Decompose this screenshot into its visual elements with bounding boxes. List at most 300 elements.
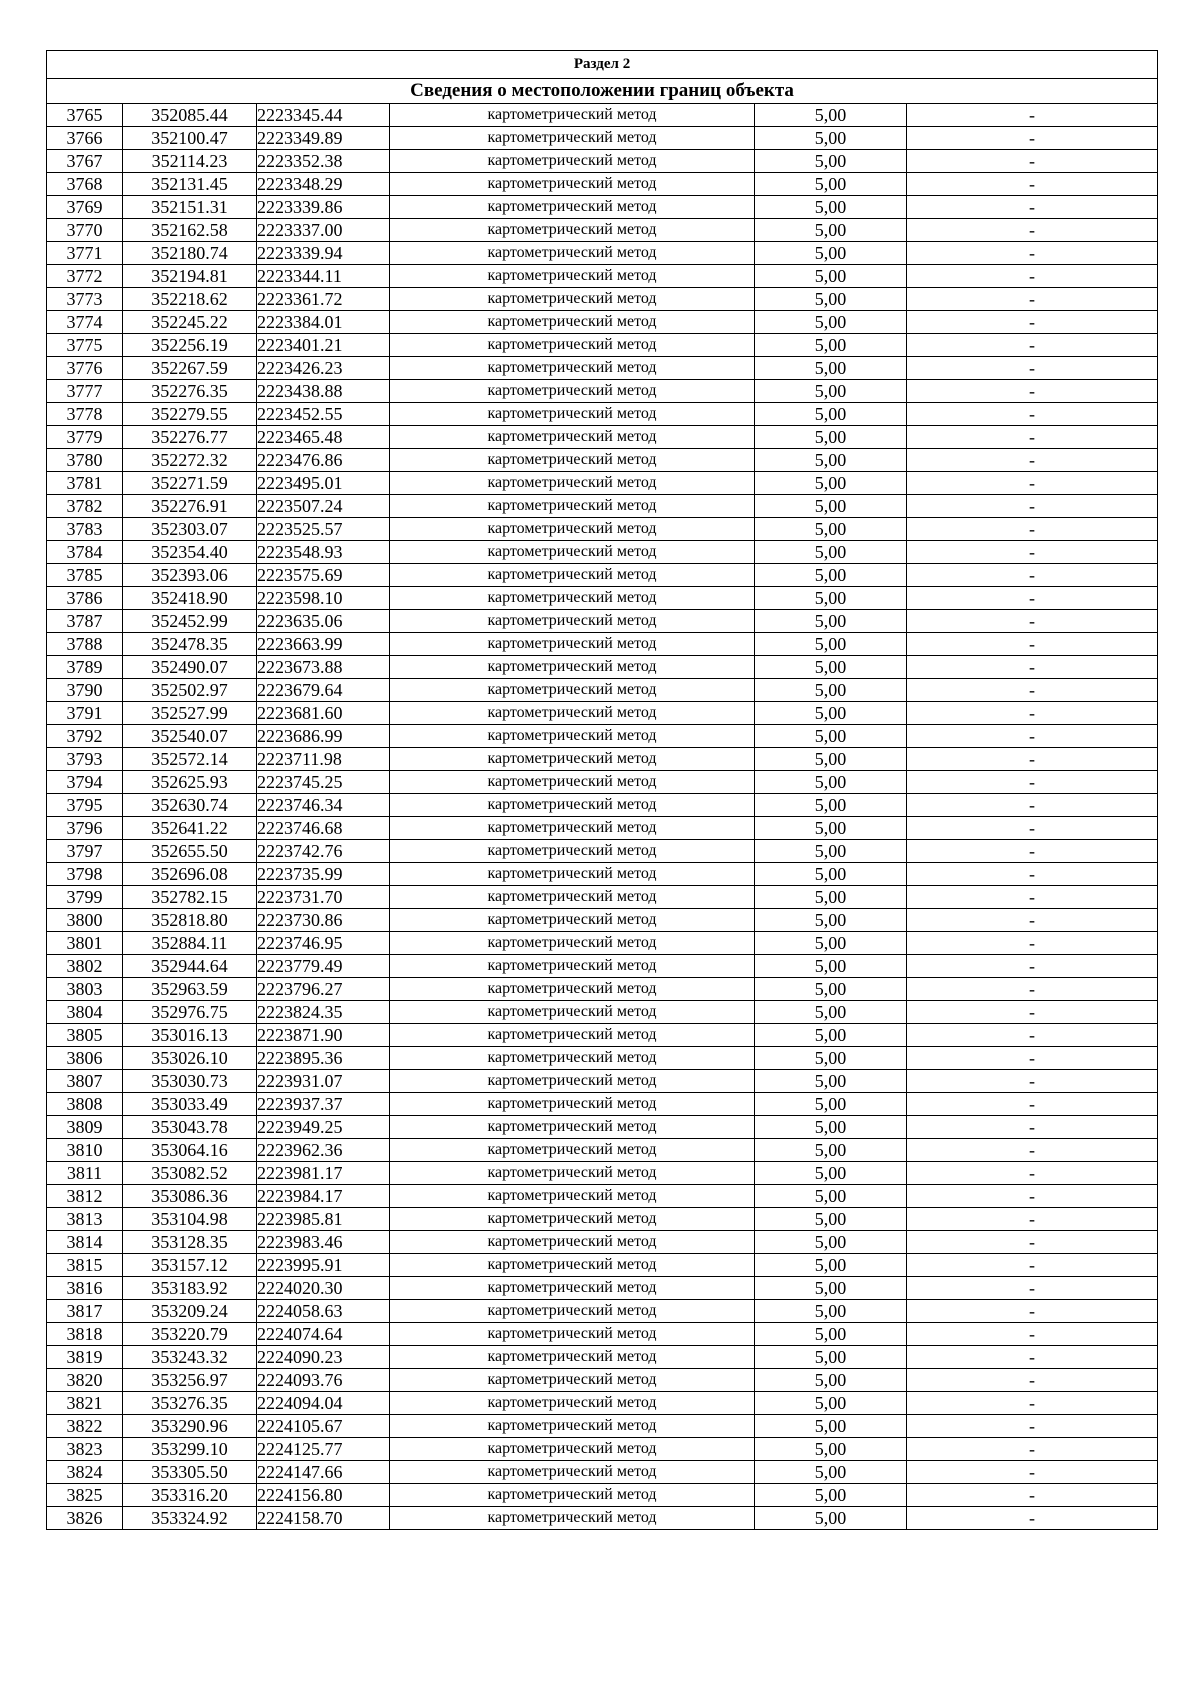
determination-method: картометрический метод (390, 886, 755, 909)
accuracy-value: 5,00 (755, 1185, 907, 1208)
accuracy-value: 5,00 (755, 1323, 907, 1346)
coordinate-y: 2223742.76 (257, 840, 390, 863)
coordinate-x: 352131.45 (123, 173, 257, 196)
accuracy-value: 5,00 (755, 955, 907, 978)
determination-method: картометрический метод (390, 633, 755, 656)
determination-method: картометрический метод (390, 1070, 755, 1093)
coordinate-y: 2223711.98 (257, 748, 390, 771)
description-dash: - (907, 357, 1158, 380)
coordinate-x: 352245.22 (123, 311, 257, 334)
description-dash: - (907, 311, 1158, 334)
determination-method: картометрический метод (390, 1277, 755, 1300)
table-row (47, 794, 1158, 817)
table-row (47, 1116, 1158, 1139)
point-number: 3812 (47, 1185, 123, 1208)
coordinate-y: 2224158.70 (257, 1507, 390, 1530)
determination-method: картометрический метод (390, 1484, 755, 1507)
table-row (47, 380, 1158, 403)
coordinate-x: 353043.78 (123, 1116, 257, 1139)
table-row (47, 886, 1158, 909)
point-number: 3801 (47, 932, 123, 955)
determination-method: картометрический метод (390, 1185, 755, 1208)
table-row (47, 1369, 1158, 1392)
determination-method: картометрический метод (390, 1093, 755, 1116)
section-title: Раздел 2 (47, 51, 1158, 79)
boundary-coordinates-table (46, 50, 1158, 1530)
accuracy-value: 5,00 (755, 1461, 907, 1484)
coordinate-y: 2223339.94 (257, 242, 390, 265)
accuracy-value: 5,00 (755, 518, 907, 541)
description-dash: - (907, 150, 1158, 173)
accuracy-value: 5,00 (755, 1254, 907, 1277)
table-row (47, 1001, 1158, 1024)
coordinate-x: 352625.93 (123, 771, 257, 794)
coordinate-x: 352572.14 (123, 748, 257, 771)
description-dash: - (907, 610, 1158, 633)
table-row (47, 1254, 1158, 1277)
coordinate-y: 2223746.95 (257, 932, 390, 955)
table-row (47, 472, 1158, 495)
coordinate-y: 2223635.06 (257, 610, 390, 633)
table-row (47, 357, 1158, 380)
coordinate-x: 352884.11 (123, 932, 257, 955)
point-number: 3792 (47, 725, 123, 748)
point-number: 3805 (47, 1024, 123, 1047)
table-row (47, 817, 1158, 840)
coordinate-x: 352630.74 (123, 794, 257, 817)
coordinate-y: 2223995.91 (257, 1254, 390, 1277)
coordinate-y: 2224094.04 (257, 1392, 390, 1415)
accuracy-value: 5,00 (755, 127, 907, 150)
accuracy-value: 5,00 (755, 1116, 907, 1139)
description-dash: - (907, 1323, 1158, 1346)
point-number: 3802 (47, 955, 123, 978)
table-row (47, 104, 1158, 127)
coordinate-y: 2223344.11 (257, 265, 390, 288)
accuracy-value: 5,00 (755, 1369, 907, 1392)
point-number: 3825 (47, 1484, 123, 1507)
determination-method: картометрический метод (390, 173, 755, 196)
coordinate-x: 353082.52 (123, 1162, 257, 1185)
determination-method: картометрический метод (390, 495, 755, 518)
description-dash: - (907, 1231, 1158, 1254)
description-dash: - (907, 173, 1158, 196)
description-dash: - (907, 1346, 1158, 1369)
coordinate-x: 352452.99 (123, 610, 257, 633)
table-row (47, 909, 1158, 932)
table-row (47, 265, 1158, 288)
point-number: 3788 (47, 633, 123, 656)
accuracy-value: 5,00 (755, 587, 907, 610)
description-dash: - (907, 426, 1158, 449)
determination-method: картометрический метод (390, 702, 755, 725)
description-dash: - (907, 449, 1158, 472)
determination-method: картометрический метод (390, 449, 755, 472)
coordinate-y: 2223525.57 (257, 518, 390, 541)
point-number: 3772 (47, 265, 123, 288)
description-dash: - (907, 1093, 1158, 1116)
table-row (47, 1392, 1158, 1415)
description-dash: - (907, 863, 1158, 886)
point-number: 3819 (47, 1346, 123, 1369)
coordinate-x: 353016.13 (123, 1024, 257, 1047)
table-row (47, 656, 1158, 679)
coordinate-x: 352114.23 (123, 150, 257, 173)
determination-method: картометрический метод (390, 334, 755, 357)
coordinate-y: 2223438.88 (257, 380, 390, 403)
point-number: 3816 (47, 1277, 123, 1300)
table-row (47, 633, 1158, 656)
description-dash: - (907, 1047, 1158, 1070)
table-row (47, 1208, 1158, 1231)
accuracy-value: 5,00 (755, 426, 907, 449)
table-row (47, 288, 1158, 311)
accuracy-value: 5,00 (755, 1070, 907, 1093)
coordinate-x: 353086.36 (123, 1185, 257, 1208)
point-number: 3770 (47, 219, 123, 242)
determination-method: картометрический метод (390, 978, 755, 1001)
determination-method: картометрический метод (390, 196, 755, 219)
coordinate-x: 353128.35 (123, 1231, 257, 1254)
coordinate-x: 352267.59 (123, 357, 257, 380)
accuracy-value: 5,00 (755, 932, 907, 955)
determination-method: картометрический метод (390, 518, 755, 541)
coordinate-y: 2224020.30 (257, 1277, 390, 1300)
determination-method: картометрический метод (390, 656, 755, 679)
point-number: 3773 (47, 288, 123, 311)
determination-method: картометрический метод (390, 104, 755, 127)
accuracy-value: 5,00 (755, 725, 907, 748)
determination-method: картометрический метод (390, 1346, 755, 1369)
table-row (47, 1070, 1158, 1093)
coordinate-x: 353064.16 (123, 1139, 257, 1162)
table-row (47, 564, 1158, 587)
description-dash: - (907, 702, 1158, 725)
coordinate-y: 2223548.93 (257, 541, 390, 564)
accuracy-value: 5,00 (755, 495, 907, 518)
table-row (47, 518, 1158, 541)
description-dash: - (907, 380, 1158, 403)
table-row (47, 334, 1158, 357)
description-dash: - (907, 1208, 1158, 1231)
table-row (47, 978, 1158, 1001)
coordinate-x: 353316.20 (123, 1484, 257, 1507)
description-dash: - (907, 794, 1158, 817)
description-dash: - (907, 955, 1158, 978)
description-dash: - (907, 1116, 1158, 1139)
coordinate-x: 352272.32 (123, 449, 257, 472)
description-dash: - (907, 104, 1158, 127)
table-row (47, 1507, 1158, 1530)
determination-method: картометрический метод (390, 1415, 755, 1438)
determination-method: картометрический метод (390, 1507, 755, 1530)
point-number: 3775 (47, 334, 123, 357)
determination-method: картометрический метод (390, 127, 755, 150)
point-number: 3782 (47, 495, 123, 518)
determination-method: картометрический метод (390, 955, 755, 978)
coordinate-x: 352641.22 (123, 817, 257, 840)
coordinate-y: 2223507.24 (257, 495, 390, 518)
table-row (47, 932, 1158, 955)
table-row (47, 1438, 1158, 1461)
point-number: 3818 (47, 1323, 123, 1346)
accuracy-value: 5,00 (755, 403, 907, 426)
coordinate-y: 2224156.80 (257, 1484, 390, 1507)
coordinate-x: 352276.35 (123, 380, 257, 403)
accuracy-value: 5,00 (755, 794, 907, 817)
description-dash: - (907, 932, 1158, 955)
accuracy-value: 5,00 (755, 1346, 907, 1369)
description-dash: - (907, 219, 1158, 242)
coordinate-y: 2223673.88 (257, 656, 390, 679)
coordinate-y: 2223401.21 (257, 334, 390, 357)
accuracy-value: 5,00 (755, 1300, 907, 1323)
coordinate-x: 352218.62 (123, 288, 257, 311)
point-number: 3786 (47, 587, 123, 610)
coordinate-x: 352393.06 (123, 564, 257, 587)
point-number: 3769 (47, 196, 123, 219)
description-dash: - (907, 817, 1158, 840)
coordinate-y: 2223746.34 (257, 794, 390, 817)
coordinate-y: 2223779.49 (257, 955, 390, 978)
determination-method: картометрический метод (390, 242, 755, 265)
table-row (47, 1346, 1158, 1369)
determination-method: картометрический метод (390, 748, 755, 771)
point-number: 3787 (47, 610, 123, 633)
description-dash: - (907, 1415, 1158, 1438)
coordinate-y: 2224090.23 (257, 1346, 390, 1369)
coordinate-y: 2223663.99 (257, 633, 390, 656)
coordinate-x: 352540.07 (123, 725, 257, 748)
description-dash: - (907, 886, 1158, 909)
coordinate-y: 2224074.64 (257, 1323, 390, 1346)
coordinate-y: 2223824.35 (257, 1001, 390, 1024)
description-dash: - (907, 1484, 1158, 1507)
point-number: 3811 (47, 1162, 123, 1185)
determination-method: картометрический метод (390, 380, 755, 403)
description-dash: - (907, 1277, 1158, 1300)
coordinate-x: 352276.91 (123, 495, 257, 518)
description-dash: - (907, 541, 1158, 564)
point-number: 3785 (47, 564, 123, 587)
point-number: 3777 (47, 380, 123, 403)
description-dash: - (907, 1024, 1158, 1047)
table-row (47, 702, 1158, 725)
coordinate-y: 2223731.70 (257, 886, 390, 909)
table-row (47, 1162, 1158, 1185)
coordinate-y: 2223931.07 (257, 1070, 390, 1093)
table-row (47, 403, 1158, 426)
determination-method: картометрический метод (390, 1369, 755, 1392)
table-row (47, 426, 1158, 449)
point-number: 3765 (47, 104, 123, 127)
point-number: 3779 (47, 426, 123, 449)
point-number: 3767 (47, 150, 123, 173)
accuracy-value: 5,00 (755, 1415, 907, 1438)
determination-method: картометрический метод (390, 1047, 755, 1070)
point-number: 3810 (47, 1139, 123, 1162)
table-row (47, 1093, 1158, 1116)
table-row (47, 541, 1158, 564)
coordinate-x: 353026.10 (123, 1047, 257, 1070)
coordinate-y: 2223337.00 (257, 219, 390, 242)
accuracy-value: 5,00 (755, 1024, 907, 1047)
accuracy-value: 5,00 (755, 1507, 907, 1530)
determination-method: картометрический метод (390, 725, 755, 748)
accuracy-value: 5,00 (755, 564, 907, 587)
coordinate-x: 353299.10 (123, 1438, 257, 1461)
point-number: 3766 (47, 127, 123, 150)
accuracy-value: 5,00 (755, 679, 907, 702)
point-number: 3815 (47, 1254, 123, 1277)
coordinate-x: 352151.31 (123, 196, 257, 219)
coordinate-y: 2223983.46 (257, 1231, 390, 1254)
table-row (47, 840, 1158, 863)
coordinate-y: 2223686.99 (257, 725, 390, 748)
coordinate-y: 2224125.77 (257, 1438, 390, 1461)
determination-method: картометрический метод (390, 794, 755, 817)
coordinate-y: 2224147.66 (257, 1461, 390, 1484)
determination-method: картометрический метод (390, 311, 755, 334)
determination-method: картометрический метод (390, 1116, 755, 1139)
point-number: 3794 (47, 771, 123, 794)
section-header-row (47, 51, 1158, 79)
coordinate-y: 2223349.89 (257, 127, 390, 150)
accuracy-value: 5,00 (755, 610, 907, 633)
description-dash: - (907, 656, 1158, 679)
coordinate-y: 2223598.10 (257, 587, 390, 610)
point-number: 3799 (47, 886, 123, 909)
description-dash: - (907, 1162, 1158, 1185)
accuracy-value: 5,00 (755, 656, 907, 679)
point-number: 3808 (47, 1093, 123, 1116)
description-dash: - (907, 1461, 1158, 1484)
coordinate-x: 352100.47 (123, 127, 257, 150)
determination-method: картометрический метод (390, 265, 755, 288)
determination-method: картометрический метод (390, 357, 755, 380)
determination-method: картометрический метод (390, 587, 755, 610)
coordinate-x: 352418.90 (123, 587, 257, 610)
table-title-row (47, 79, 1158, 104)
description-dash: - (907, 242, 1158, 265)
determination-method: картометрический метод (390, 472, 755, 495)
determination-method: картометрический метод (390, 426, 755, 449)
description-dash: - (907, 1392, 1158, 1415)
coordinate-x: 353030.73 (123, 1070, 257, 1093)
point-number: 3780 (47, 449, 123, 472)
point-number: 3806 (47, 1047, 123, 1070)
table-row (47, 219, 1158, 242)
table-row (47, 1277, 1158, 1300)
determination-method: картометрический метод (390, 1392, 755, 1415)
point-number: 3814 (47, 1231, 123, 1254)
coordinate-y: 2223476.86 (257, 449, 390, 472)
accuracy-value: 5,00 (755, 1139, 907, 1162)
table-row (47, 679, 1158, 702)
accuracy-value: 5,00 (755, 288, 907, 311)
accuracy-value: 5,00 (755, 449, 907, 472)
description-dash: - (907, 1507, 1158, 1530)
coordinate-y: 2223495.01 (257, 472, 390, 495)
accuracy-value: 5,00 (755, 909, 907, 932)
description-dash: - (907, 334, 1158, 357)
point-number: 3793 (47, 748, 123, 771)
description-dash: - (907, 1438, 1158, 1461)
table-row (47, 1047, 1158, 1070)
accuracy-value: 5,00 (755, 104, 907, 127)
point-number: 3807 (47, 1070, 123, 1093)
coordinate-y: 2224105.67 (257, 1415, 390, 1438)
description-dash: - (907, 265, 1158, 288)
coordinate-x: 353220.79 (123, 1323, 257, 1346)
point-number: 3798 (47, 863, 123, 886)
determination-method: картометрический метод (390, 1231, 755, 1254)
determination-method: картометрический метод (390, 288, 755, 311)
coordinate-x: 352354.40 (123, 541, 257, 564)
description-dash: - (907, 1139, 1158, 1162)
coordinate-y: 2223426.23 (257, 357, 390, 380)
table-row (47, 1231, 1158, 1254)
determination-method: картометрический метод (390, 1300, 755, 1323)
table-row (47, 725, 1158, 748)
coordinate-x: 353033.49 (123, 1093, 257, 1116)
accuracy-value: 5,00 (755, 1162, 907, 1185)
coordinate-x: 352180.74 (123, 242, 257, 265)
coordinate-x: 352085.44 (123, 104, 257, 127)
coordinate-y: 2223962.36 (257, 1139, 390, 1162)
accuracy-value: 5,00 (755, 472, 907, 495)
coordinate-y: 2223981.17 (257, 1162, 390, 1185)
table-row (47, 495, 1158, 518)
coordinate-y: 2223384.01 (257, 311, 390, 334)
table-row (47, 242, 1158, 265)
point-number: 3817 (47, 1300, 123, 1323)
determination-method: картометрический метод (390, 817, 755, 840)
coordinate-x: 353183.92 (123, 1277, 257, 1300)
coordinate-x: 352256.19 (123, 334, 257, 357)
coordinate-x: 353324.92 (123, 1507, 257, 1530)
determination-method: картометрический метод (390, 679, 755, 702)
coordinate-y: 2223745.25 (257, 771, 390, 794)
table-row (47, 311, 1158, 334)
point-number: 3797 (47, 840, 123, 863)
coordinate-y: 2223465.48 (257, 426, 390, 449)
description-dash: - (907, 288, 1158, 311)
determination-method: картометрический метод (390, 1208, 755, 1231)
accuracy-value: 5,00 (755, 1231, 907, 1254)
accuracy-value: 5,00 (755, 1047, 907, 1070)
accuracy-value: 5,00 (755, 1392, 907, 1415)
description-dash: - (907, 472, 1158, 495)
table-row (47, 1300, 1158, 1323)
accuracy-value: 5,00 (755, 357, 907, 380)
coordinate-y: 2223937.37 (257, 1093, 390, 1116)
determination-method: картометрический метод (390, 564, 755, 587)
coordinate-y: 2223796.27 (257, 978, 390, 1001)
accuracy-value: 5,00 (755, 863, 907, 886)
determination-method: картометрический метод (390, 932, 755, 955)
table-row (47, 610, 1158, 633)
coordinate-x: 352527.99 (123, 702, 257, 725)
coordinate-y: 2224058.63 (257, 1300, 390, 1323)
coordinate-x: 352194.81 (123, 265, 257, 288)
point-number: 3822 (47, 1415, 123, 1438)
accuracy-value: 5,00 (755, 541, 907, 564)
point-number: 3768 (47, 173, 123, 196)
point-number: 3790 (47, 679, 123, 702)
coordinate-y: 2223575.69 (257, 564, 390, 587)
coordinate-x: 352976.75 (123, 1001, 257, 1024)
